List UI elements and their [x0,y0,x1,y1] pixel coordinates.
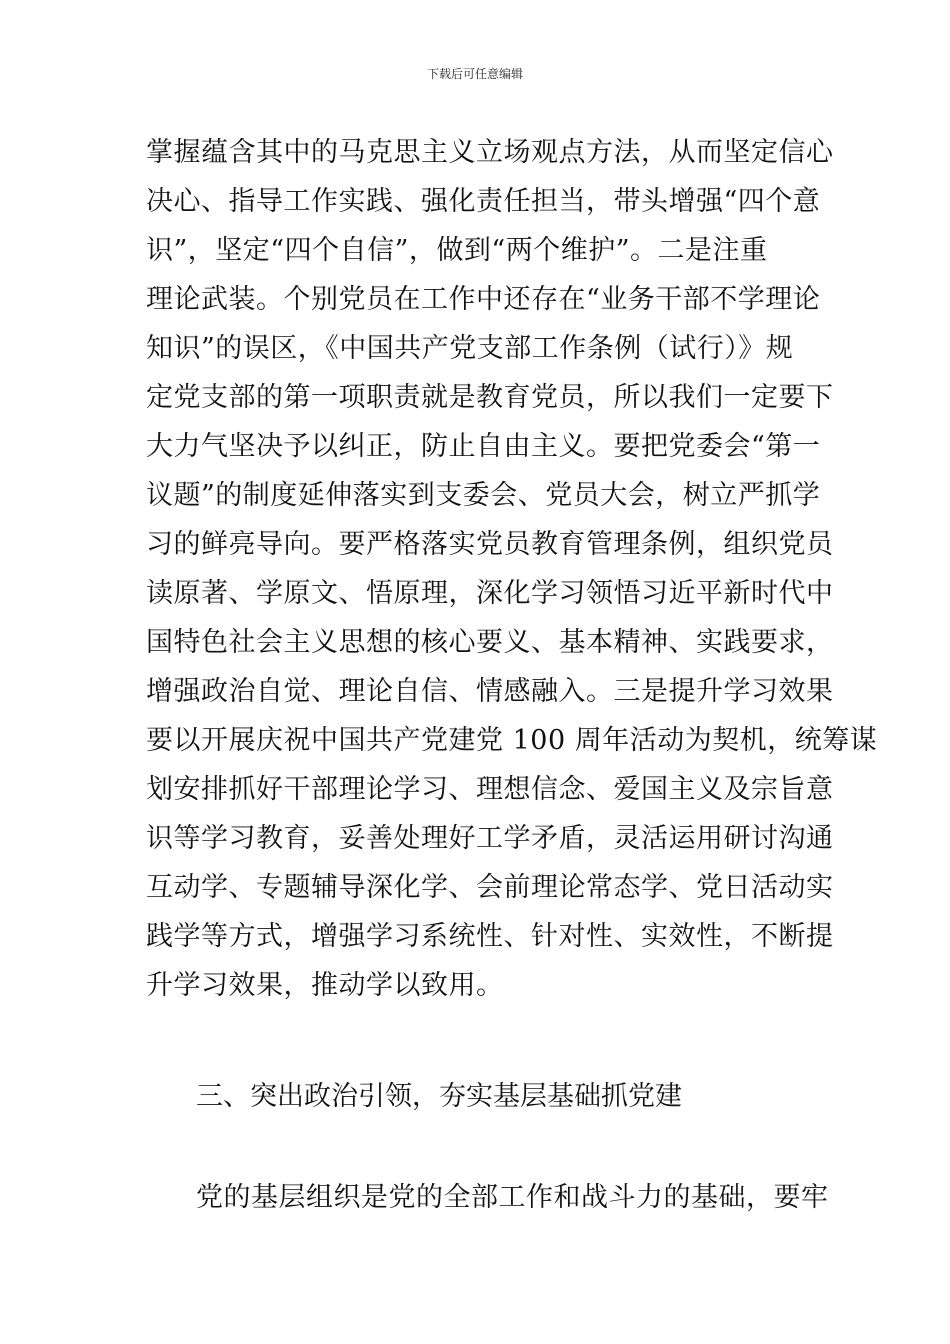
text-line: 践学等方式，增强学习系统性、针对性、实效性，不断提 [146,921,834,952]
text-line: 识等学习教育，妥善处理好工学矛盾，灵活运用研讨沟通 [146,823,834,854]
text-line: 读原著、学原文、悟原理，深化学习领悟习近平新时代中 [146,578,834,609]
text-line: 掌握蕴含其中的马克思主义立场观点方法，从而坚定信心 [146,137,834,168]
text-line: 习的鲜亮导向。要严格落实党员教育管理条例，组织党员 [146,529,834,560]
text-line: 升学习效果，推动学以致用。 [146,970,504,1001]
section-heading: 三、突出政治引领，夯实基层基础抓党建 [196,1081,682,1112]
text-line: 国特色社会主义思想的核心要义、基本精神、实践要求， [146,627,834,658]
text-line: 增强政治自觉、理论自信、情感融入。三是提升学习效果 [146,676,834,707]
text-line: 理论武装。个别党员在工作中还存在“业务干部不学理论 [146,284,821,315]
text-line: 要以开展庆祝中国共产党建党 100 周年活动为契机，统筹谋 [146,725,878,756]
paragraph-first-line: 党的基层组织是党的全部工作和战斗力的基础，要牢 [196,1182,829,1213]
text-line: 划安排抓好干部理论学习、理想信念、爱国主义及宗旨意 [146,774,834,805]
text-line: 大力气坚决予以纠正，防止自由主义。要把党委会“第一 [146,431,821,462]
text-line: 识”，坚定“四个自信”，做到“两个维护”。二是注重 [146,235,768,266]
text-line: 决心、指导工作实践、强化责任担当，带头增强“四个意 [146,186,821,217]
page-header: 下载后可任意编辑 [426,67,523,81]
text-line: 知识”的误区，《中国共产党支部工作条例（试行）》规 [146,333,794,364]
text-line: 定党支部的第一项职责就是教育党员，所以我们一定要下 [146,382,834,413]
text-line: 互动学、专题辅导深化学、会前理论常态学、党日活动实 [146,872,834,903]
body-text [146,128,878,1010]
text-line: 议题”的制度延伸落实到支委会、党员大会，树立严抓学 [146,480,821,511]
